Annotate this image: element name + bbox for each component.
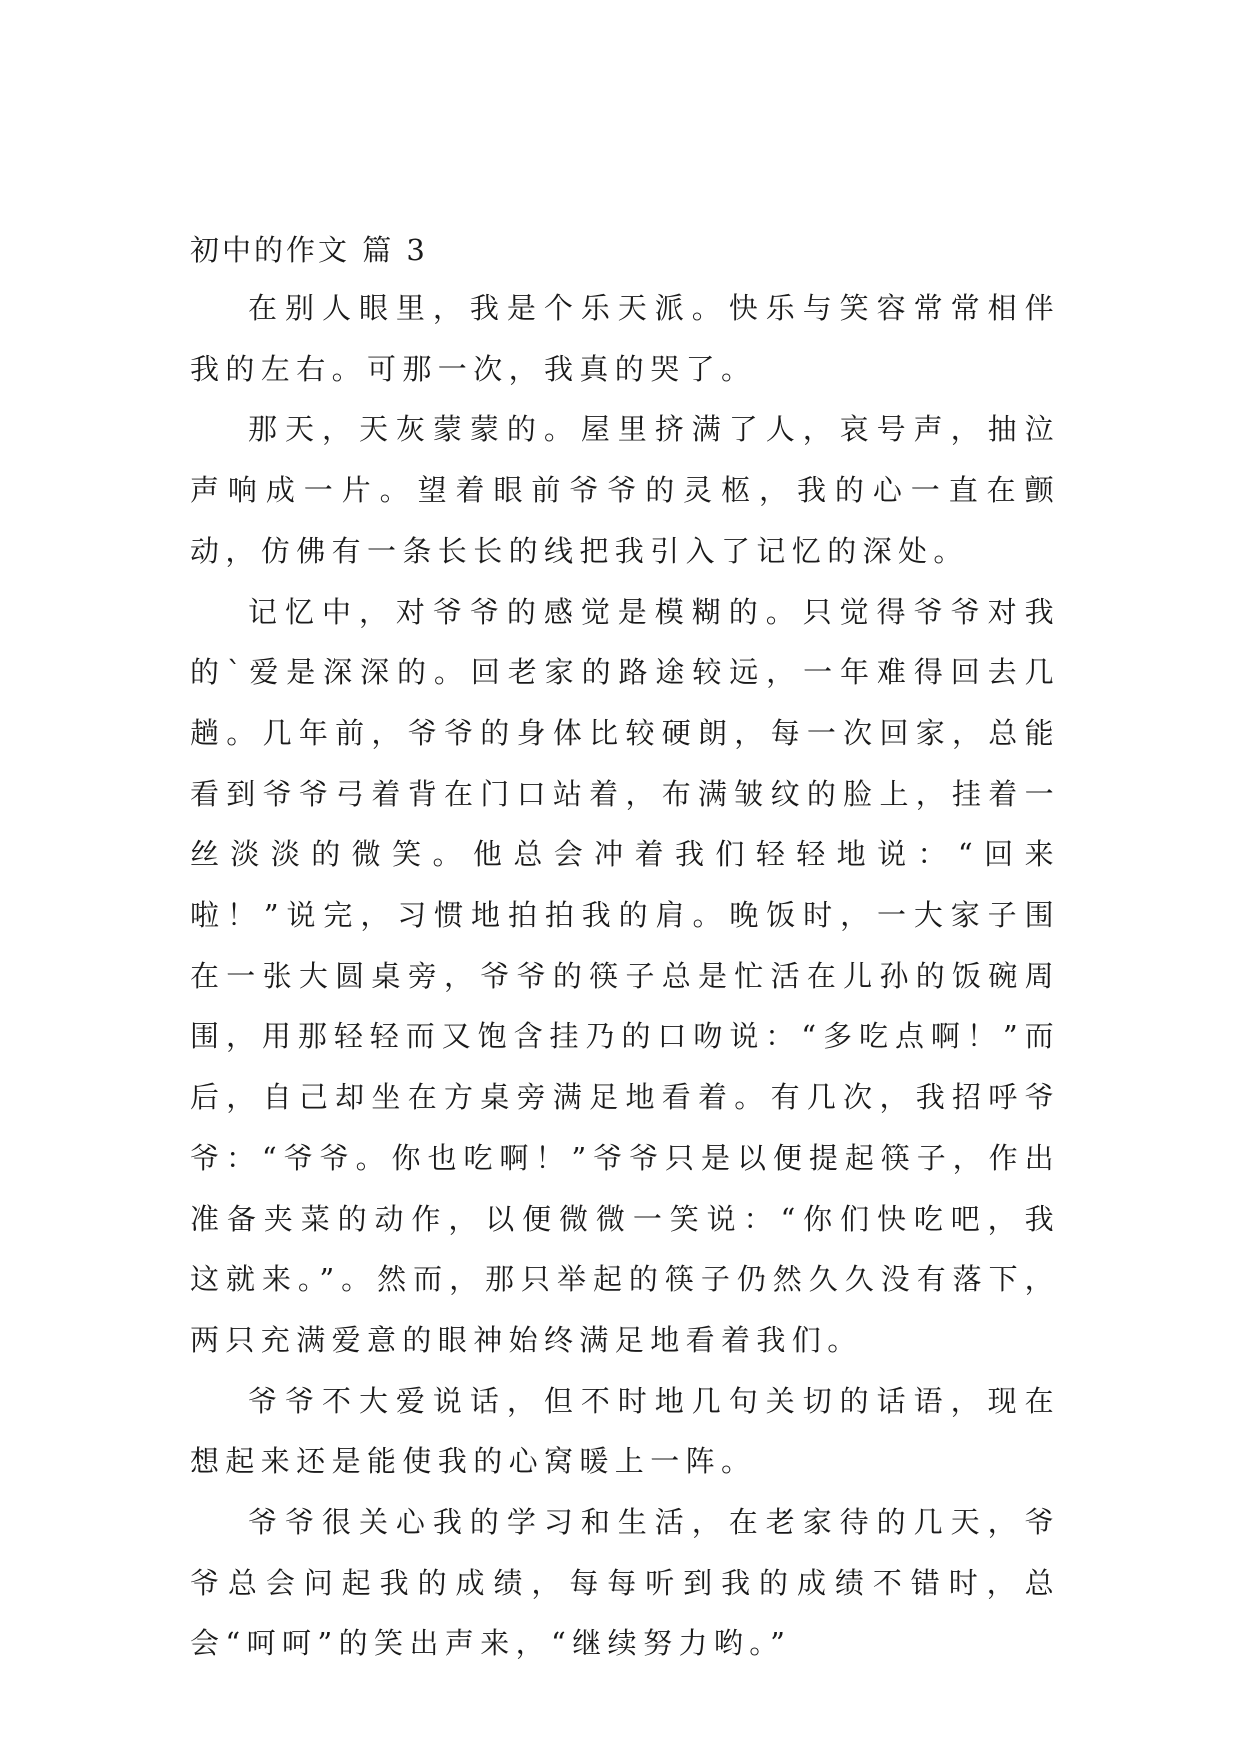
paragraph-3: 记忆中，对爷爷的感觉是模糊的。只觉得爷爷对我的`爱是深深的。回老家的路途较远，一年难得回去几趟。几年前，爷爷的身体比较硬朗，每一次回家，总能看到爷爷弓着背在门口站着，布满皱纹的脸上，挂着一丝淡淡的微笑。他总会冲着我们轻轻地说：“回来啦！”说完，习惯地拍拍我的肩。晚饭时，一大家子围在一张大圆桌旁，爷爷的筷子总是忙活在儿孙的饭碗周围，用那轻轻而又饱含挂乃的口吻说：“多吃点啊！”而后，自己却坐在方桌旁满足地看着。有几次，我招呼爷爷：“爷爷。你也吃啊！”爷爷只是以便提起筷子，作出准备夹菜的动作，以便微微一笑说：“你们快吃吧，我这就来。”。然而，那只举起的筷子仍然久久没有落下，两只充满爱意的眼神始终满足地看着我们。 [190,594,1060,1357]
document-page [190,222,1060,1674]
paragraph-5: 爷爷很关心我的学习和生活，在老家待的几天，爷爷总会问起我的成绩，每每听到我的成绩不错时，总会“呵呵”的笑出声来，“继续努力哟。” [190,1505,1060,1661]
paragraph-1: 在别人眼里，我是个乐天派。快乐与笑容常常相伴我的左右。可那一次，我真的哭了。 [190,291,1060,386]
paragraph-4: 爷爷不大爱说话，但不时地几句关切的话语，现在想起来还是能使我的心窝暖上一阵。 [190,1383,1060,1479]
essay-title: 初中的作文 篇 3 [190,233,428,267]
paragraph-2: 那天，天灰蒙蒙的。屋里挤满了人，哀号声，抽泣声响成一片。望着眼前爷爷的灵柩，我的心一直在颤动，仿佛有一条长长的线把我引入了记忆的深处。 [190,412,1060,568]
